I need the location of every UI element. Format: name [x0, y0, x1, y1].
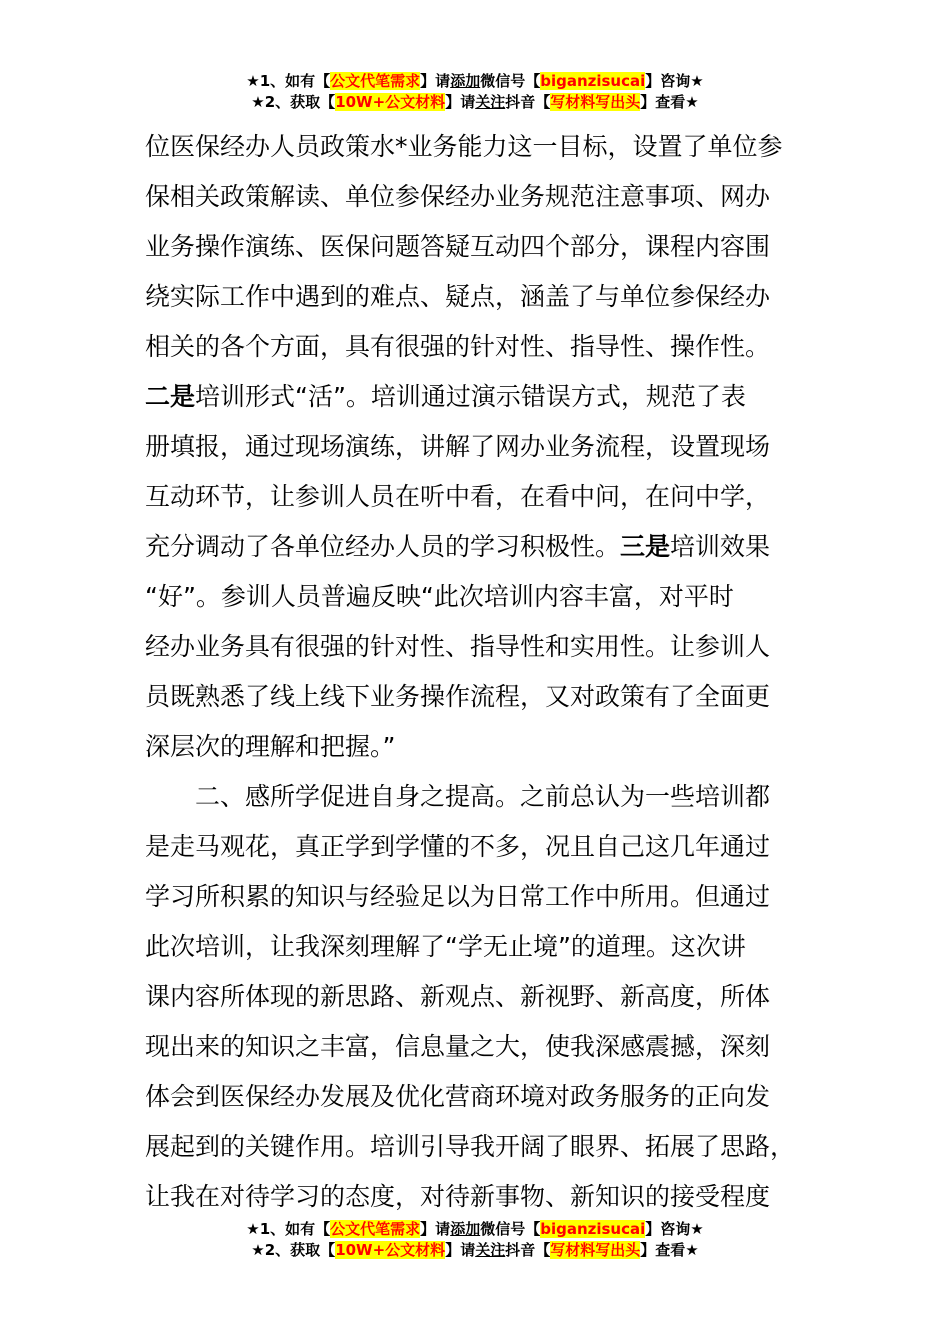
- text-line: 深层次的理解和把握。”: [145, 732, 396, 761]
- text-line: 绕实际工作中遇到的难点、疑点，涵盖了与单位参保经办: [145, 282, 771, 311]
- text-line: 此次培训，让我深刻理解了“学无止境”的道理。这次讲: [145, 932, 746, 961]
- banner-highlight: 10W+公文材料: [335, 93, 446, 111]
- text-line: 册填报，通过现场演练，讲解了网办业务流程，设置现场: [145, 432, 771, 461]
- text-line: 员既熟悉了线上线下业务操作流程，又对政策有了全面更: [145, 682, 771, 711]
- banner-highlight: 写材料写出头: [550, 93, 641, 111]
- text-line: 充分调动了各单位经办人员的学习积极性。三是培训效果: [145, 532, 771, 561]
- text-line: 保相关政策解读、单位参保经办业务规范注意事项、网办: [145, 182, 771, 211]
- text-line: 业务操作演练、医保问题答疑互动四个部分，课程内容围: [145, 232, 771, 261]
- text-line: 经办业务具有很强的针对性、指导性和实用性。让参训人: [145, 632, 771, 661]
- text-line: 体会到医保经办发展及优化营商环境对政务服务的正向发: [145, 1082, 771, 1111]
- text-line: 课内容所体现的新思路、新观点、新视野、新高度，所体: [145, 982, 771, 1011]
- text-line: 二是培训形式“活”。培训通过演示错误方式，规范了表: [145, 382, 746, 411]
- text-line: 互动环节，让参训人员在听中看，在看中问，在问中学，: [145, 482, 771, 511]
- text-line: 相关的各个方面，具有很强的针对性、指导性、操作性。: [145, 332, 771, 361]
- document-body: [145, 122, 825, 1222]
- bold-label: 二是: [145, 382, 196, 411]
- text-line: 学习所积累的知识与经验足以为日常工作中所用。但通过: [145, 882, 771, 911]
- paragraph-start-line: 二、感所学促进自身之提高。之前总认为一些培训都: [195, 782, 771, 811]
- text-line: 位医保经办人员政策水*业务能力这一目标，设置了单位参: [145, 132, 783, 161]
- banner-highlight: 10W+公文材料: [335, 1241, 446, 1259]
- banner-highlight: biganzisucai: [540, 1220, 646, 1238]
- text-line: 是走马观花，真正学到学懂的不多，况且自己这几年通过: [145, 832, 771, 861]
- banner-line-1: ★1、如有【公文代笔需求】请添加微信号【biganzisucai】咨询★: [246, 72, 704, 90]
- banner-line-1: ★1、如有【公文代笔需求】请添加微信号【biganzisucai】咨询★: [246, 1220, 704, 1238]
- text-line: 展起到的关键作用。培训引导我开阔了眼界、拓展了思路，: [145, 1132, 796, 1161]
- header-banner: [0, 71, 950, 113]
- footer-banner: [0, 1219, 950, 1261]
- banner-line-2: ★2、获取【10W+公文材料】请关注抖音【写材料写出头】查看★: [251, 93, 699, 111]
- bold-label: 三是: [620, 532, 671, 561]
- banner-line-2: ★2、获取【10W+公文材料】请关注抖音【写材料写出头】查看★: [251, 1241, 699, 1259]
- banner-highlight: 公文代笔需求: [330, 72, 421, 90]
- text-line: 让我在对待学习的态度，对待新事物、新知识的接受程度: [145, 1182, 771, 1211]
- banner-highlight: 公文代笔需求: [330, 1220, 421, 1238]
- text-line: 现出来的知识之丰富，信息量之大，使我深感震撼，深刻: [145, 1032, 771, 1061]
- banner-highlight: biganzisucai: [540, 72, 646, 90]
- banner-highlight: 写材料写出头: [550, 1241, 641, 1259]
- text-line: “好”。参训人员普遍反映“此次培训内容丰富，对平时: [145, 582, 734, 611]
